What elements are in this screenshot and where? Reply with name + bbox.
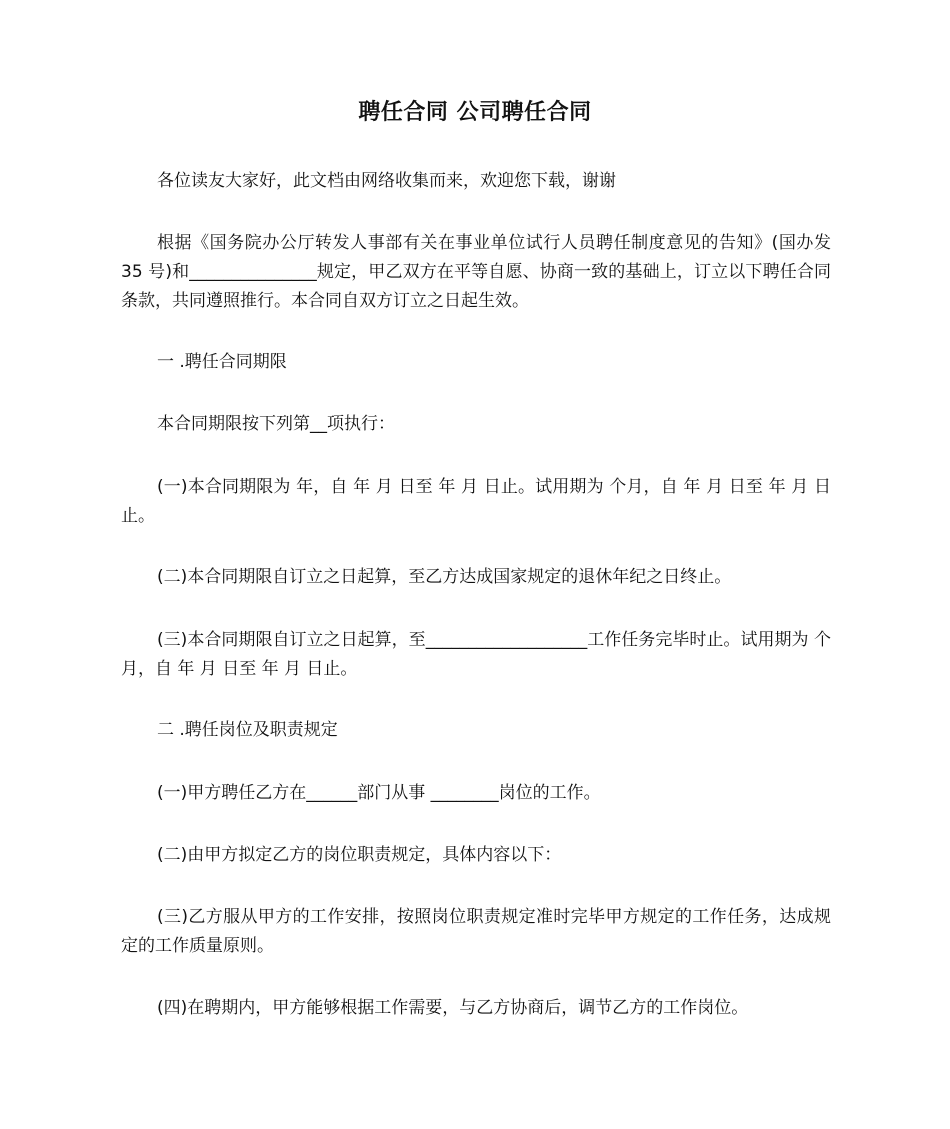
section-heading-term: 一 .聘任合同期限 bbox=[157, 352, 287, 372]
position-item-2-paragraph: (二)由甲方拟定乙方的岗位职责规定，具体内容以下： bbox=[157, 845, 562, 865]
term-option-1-paragraph: (一)本合同期限为 年，自 年 月 日至 年 月 日止。试用期为 个月，自 年 月 日至 年 月 日止。 bbox=[121, 477, 831, 526]
term-option-3-paragraph: (三)本合同期限自订立之日起算，至___________________工作任务完毕时止。试用期为 个月，自 年 月 日至 年 月 日止。 bbox=[121, 630, 831, 679]
position-item-4-paragraph: (四)在聘期内，甲方能够根据工作需要，与乙方协商后，调节乙方的工作岗位。 bbox=[157, 998, 749, 1018]
term-option-2-paragraph: (二)本合同期限自订立之日起算，至乙方达成国家规定的退休年纪之日终止。 bbox=[157, 567, 732, 587]
section-heading-position: 二 .聘任岗位及职责规定 bbox=[157, 720, 338, 740]
position-item-1-paragraph: (一)甲方聘任乙方在______部门从事 ________岗位的工作。 bbox=[157, 783, 601, 803]
preamble-paragraph: 根据《国务院办公厅转发人事部有关在事业单位试行人员聘任制度意见的告知》(国办发 35 号)和_______________规定，甲乙双方在平等自愿、协商一致的基础上，订立以下聘任合同条款，共同遵照推行。本合同自双方订立之日起生效。 bbox=[121, 233, 831, 311]
greeting-paragraph: 各位读友大家好，此文档由网络收集而来，欢迎您下载，谢谢 bbox=[157, 171, 616, 191]
position-item-3-paragraph: (三)乙方服从甲方的工作安排，按照岗位职责规定准时完毕甲方规定的工作任务，达成规定的工作质量原则。 bbox=[121, 907, 831, 956]
document-title: 聘任合同 公司聘任合同 bbox=[358, 100, 592, 125]
term-selection-paragraph: 本合同期限按下列第__项执行： bbox=[157, 414, 395, 434]
